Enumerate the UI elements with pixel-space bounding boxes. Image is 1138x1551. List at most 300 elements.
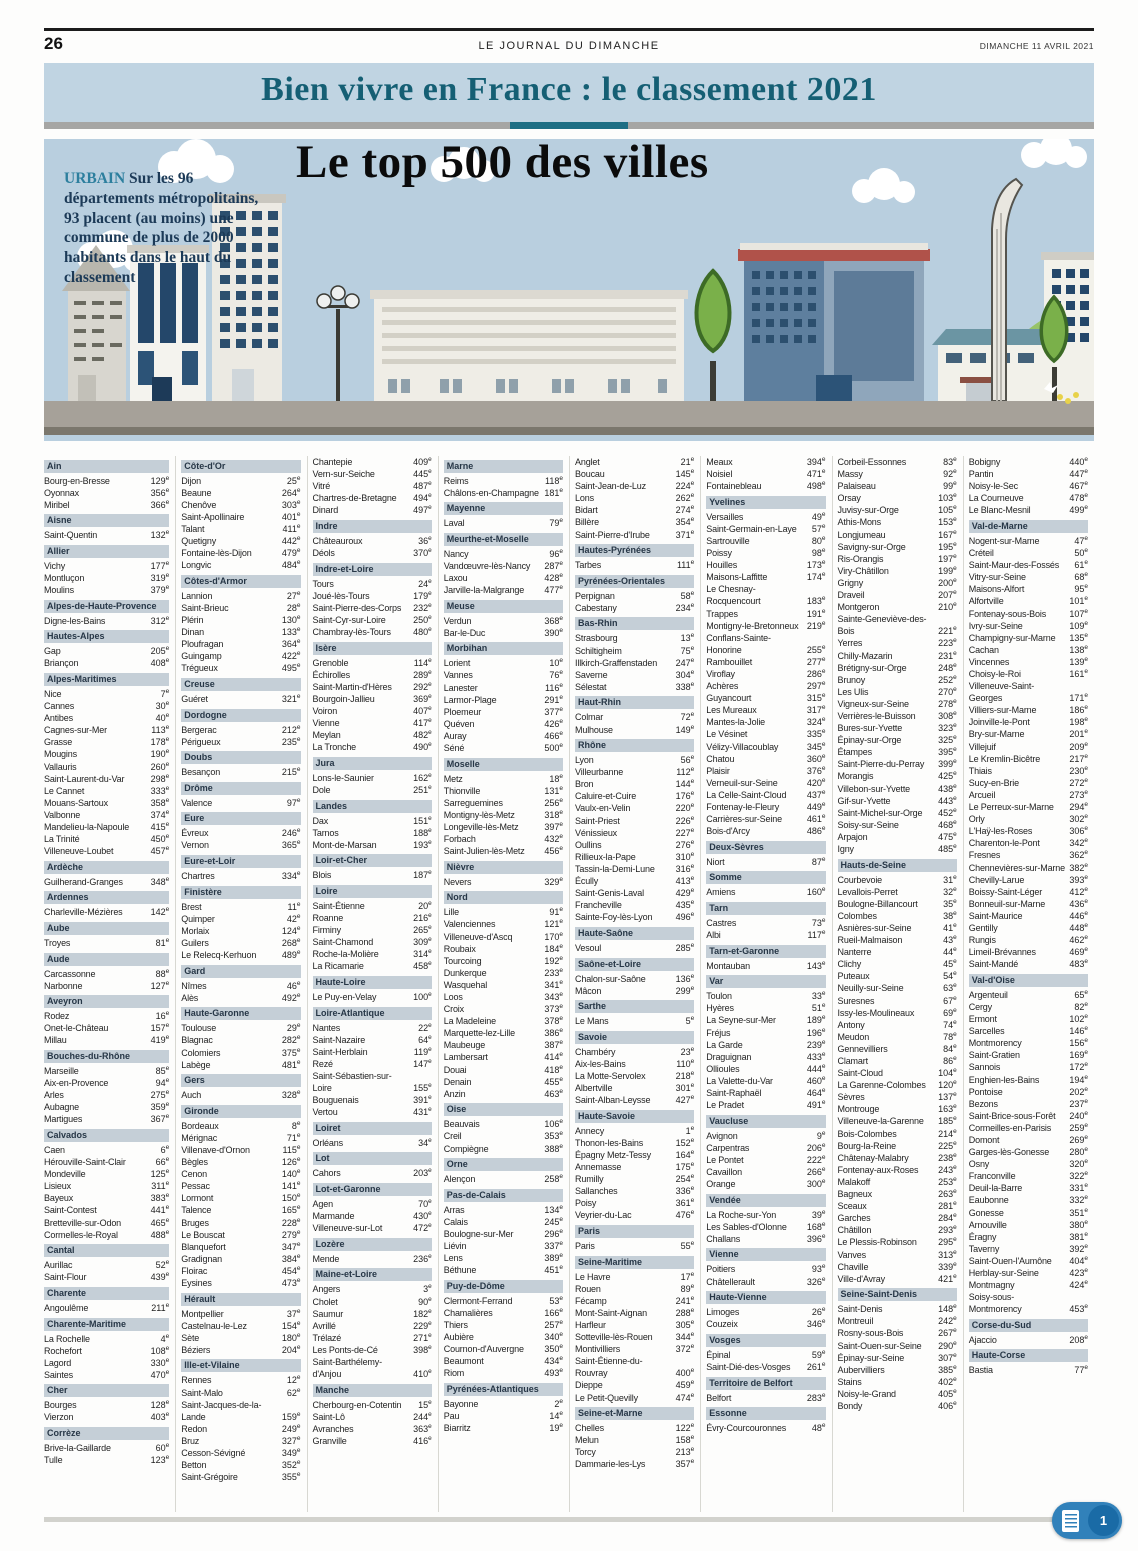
city-name: Nancy <box>443 548 469 559</box>
city-row <box>706 825 825 837</box>
city-name: Reims <box>443 475 469 486</box>
city-row <box>181 839 300 851</box>
city-rank: 384e <box>281 1252 301 1264</box>
city-name: Clamart <box>837 1056 868 1066</box>
city-name: Villeneuve-sur-Lot <box>312 1223 383 1234</box>
city-name: La Tronche <box>312 742 357 753</box>
city-row <box>575 1307 694 1319</box>
city-row <box>313 1435 432 1447</box>
city-row <box>969 765 1088 777</box>
city-rank: 246e <box>281 827 301 839</box>
city-rank: 444e <box>806 1062 826 1074</box>
city-rank: 251e <box>413 783 432 795</box>
city-rank: 169e <box>1069 1049 1088 1061</box>
city-rank: 311e <box>151 1180 170 1192</box>
city-name: Dole <box>312 784 331 795</box>
city-rank: 341e <box>544 978 563 990</box>
city-rank: 133e <box>281 626 301 638</box>
city-rank: 231e <box>938 649 957 661</box>
city-rank: 317e <box>806 704 826 716</box>
city-rank: 44e <box>943 946 957 958</box>
city-rank: 26e <box>811 1306 826 1318</box>
city-row <box>313 614 432 626</box>
city-name: Morangis <box>837 771 874 782</box>
reader-widget[interactable] <box>1052 1502 1122 1539</box>
city-rank: 149e <box>675 723 695 735</box>
city-name: Garges-lès-Gonesse <box>968 1147 1050 1158</box>
city-name: Guyancourt <box>706 693 752 704</box>
city-row <box>969 1146 1088 1158</box>
city-name: Saint-Barthélemy-d'Anjou <box>312 1356 382 1380</box>
department-header: Gard <box>181 965 300 978</box>
city-rank: 428e <box>544 571 563 583</box>
city-row <box>313 869 432 881</box>
city-rank: 371e <box>675 528 695 540</box>
city-row <box>706 856 825 868</box>
city-row <box>838 958 957 970</box>
city-rank: 210e <box>938 601 957 613</box>
city-name: Rungis <box>968 935 996 946</box>
city-rank: 283e <box>806 1391 826 1403</box>
city-name: Ploemeur <box>443 706 482 717</box>
city-name: Noisy-le-Sec <box>968 481 1018 492</box>
city-rank: 110e <box>676 1057 695 1069</box>
department-header: Aisne <box>44 514 169 527</box>
city-row <box>969 583 1088 595</box>
city-rank: 129e <box>150 474 170 486</box>
city-name: La Madeleine <box>443 1016 496 1027</box>
city-rank: 330e <box>150 1356 170 1368</box>
city-row <box>313 492 432 504</box>
city-name: Les Mureaux <box>706 705 757 716</box>
city-name: Francheville <box>575 900 622 911</box>
city-row <box>444 615 563 627</box>
city-row <box>313 960 432 972</box>
city-name: Montivilliers <box>575 1344 621 1355</box>
city-rank: 203e <box>413 1167 432 1179</box>
city-name: Courbevoie <box>837 874 883 885</box>
city-rank: 476e <box>675 1209 695 1221</box>
city-name: Cherbourg-en-Cotentin <box>312 1399 402 1410</box>
city-name: Le Pontet <box>706 1154 744 1165</box>
city-name: Fontainebleau <box>706 481 762 492</box>
city-name: Vern-sur-Seiche <box>312 469 375 480</box>
city-row <box>444 1027 563 1039</box>
city-row <box>706 668 825 680</box>
city-name: Corbeil-Essonnes <box>837 457 907 467</box>
department-header: Meuse <box>444 600 563 613</box>
city-row <box>181 475 300 487</box>
city-rank: 159e <box>281 1410 301 1422</box>
city-row <box>313 772 432 784</box>
city-rank: 356e <box>150 486 170 498</box>
city-rank: 168e <box>806 1220 826 1232</box>
city-row <box>838 1236 957 1248</box>
city-rank: 227e <box>675 826 695 838</box>
city-name: Saint-Lô <box>312 1411 345 1422</box>
city-row <box>575 1295 694 1307</box>
city-name: Saint-Gratien <box>968 1050 1020 1061</box>
city-rank: 84e <box>943 1042 957 1054</box>
city-rank: 276e <box>675 838 695 850</box>
city-rank: 307e <box>938 1351 957 1363</box>
city-row <box>575 985 694 997</box>
city-rank: 355e <box>281 1471 301 1483</box>
city-rank: 106e <box>544 1118 563 1130</box>
city-name: Mondeville <box>44 1169 86 1180</box>
city-rank: 48e <box>811 1422 826 1434</box>
city-row <box>575 1283 694 1295</box>
city-rank: 9e <box>816 1129 826 1141</box>
city-name: Vitry-sur-Seine <box>968 572 1026 583</box>
city-rank: 27e <box>286 589 301 601</box>
city-rank: 458e <box>413 960 432 972</box>
department-header: Lozère <box>313 1238 432 1251</box>
city-name: Auray <box>443 730 467 741</box>
city-row <box>313 504 432 516</box>
city-rank: 368e <box>544 614 563 626</box>
table-column-3 <box>307 456 438 1512</box>
city-rank: 391e <box>413 1094 432 1106</box>
city-row <box>706 929 825 941</box>
city-name: Domont <box>968 1134 1000 1145</box>
city-rank: 361e <box>675 1197 695 1209</box>
city-rank: 374e <box>150 808 170 820</box>
city-rank: 385e <box>938 1363 957 1375</box>
city-name: Le Cannet <box>44 785 85 796</box>
city-row <box>838 783 957 795</box>
city-name: Grenoble <box>312 657 349 668</box>
city-row <box>969 480 1088 492</box>
city-rank: 158e <box>675 1434 695 1446</box>
city-name: Verrières-le-Buisson <box>837 710 916 721</box>
city-name: Gif-sur-Yvette <box>837 795 891 806</box>
city-name: Bures-sur-Yvette <box>837 723 903 734</box>
city-row <box>444 1143 563 1155</box>
building <box>738 243 930 401</box>
city-row <box>44 487 169 499</box>
city-row <box>44 1089 169 1101</box>
city-rank: 178e <box>150 736 170 748</box>
city-name: Trégueux <box>181 663 218 674</box>
city-row <box>44 560 169 572</box>
city-row <box>575 657 694 669</box>
city-rank: 292e <box>413 680 432 692</box>
city-name: Yerres <box>837 638 863 649</box>
city-rank: 101e <box>1069 595 1088 607</box>
city-row <box>969 547 1088 559</box>
city-name: Cormelles-le-Royal <box>44 1229 118 1240</box>
city-rank: 496e <box>675 911 695 923</box>
city-rank: 369e <box>413 692 432 704</box>
city-name: Chatou <box>706 753 735 764</box>
city-rank: 411e <box>282 522 301 534</box>
city-row <box>575 480 694 492</box>
city-row <box>838 1019 957 1031</box>
city-name: Carrières-sur-Seine <box>706 814 782 825</box>
city-rank: 439e <box>150 1271 170 1283</box>
city-row <box>44 584 169 596</box>
city-name: Villeneuve-d'Ascq <box>443 931 513 942</box>
city-rank: 310e <box>675 850 695 862</box>
city-rank: 392e <box>1069 1242 1088 1254</box>
city-name: Cenon <box>181 1169 208 1180</box>
city-rank: 47e <box>1074 534 1088 546</box>
department-header: Bouches-du-Rhône <box>44 1050 169 1063</box>
city-name: Vierzon <box>44 1412 74 1423</box>
city-rank: 229e <box>413 1319 432 1331</box>
department-header: Vosges <box>706 1334 825 1347</box>
city-name: Sarreguemines <box>443 797 503 808</box>
city-rank: 166e <box>544 1306 563 1318</box>
city-rank: 141e <box>281 1180 301 1192</box>
city-row <box>969 989 1088 1001</box>
city-name: Béziers <box>181 1344 211 1355</box>
city-row <box>838 1067 957 1079</box>
city-name: Gennevilliers <box>837 1043 888 1054</box>
city-name: Asnières-sur-Seine <box>837 922 912 933</box>
city-name: Saint-Jacques-de-la-Lande <box>181 1399 262 1422</box>
city-rank: 140e <box>281 1168 301 1180</box>
city-rank: 62e <box>286 1386 301 1398</box>
city-row <box>313 1356 432 1380</box>
city-row <box>969 910 1088 922</box>
city-row <box>444 1367 563 1379</box>
city-rank: 15e <box>418 1398 432 1410</box>
department-header: Sarthe <box>575 1000 694 1013</box>
city-rank: 98e <box>811 547 826 559</box>
city-row <box>838 831 957 843</box>
city-name: Châlons-en-Champagne <box>443 487 539 498</box>
city-row <box>313 1332 432 1344</box>
city-name: Châteauroux <box>312 535 363 546</box>
city-row <box>706 1361 825 1373</box>
city-name: Sèvres <box>837 1092 865 1103</box>
city-rank: 211e <box>151 1301 170 1313</box>
city-row <box>313 590 432 602</box>
city-name: Épinal <box>706 1349 731 1360</box>
city-row <box>706 765 825 777</box>
city-row <box>181 1308 300 1320</box>
city-row <box>181 1241 300 1253</box>
city-rank: 245e <box>544 1215 563 1227</box>
city-rank: 190e <box>150 748 170 760</box>
city-name: Gap <box>44 646 61 657</box>
city-row <box>838 1212 957 1224</box>
city-rank: 347e <box>281 1240 301 1252</box>
city-rank: 359e <box>150 1101 170 1113</box>
city-rank: 414e <box>544 1051 563 1063</box>
city-rank: 176e <box>675 790 695 802</box>
city-name: Rodez <box>44 1011 70 1022</box>
city-row <box>706 535 825 547</box>
city-name: Saint-Quentin <box>44 530 98 541</box>
city-name: Rochefort <box>44 1345 82 1356</box>
city-rank: 410e <box>413 1368 432 1380</box>
city-rank: 57e <box>811 522 826 534</box>
city-rank: 40e <box>155 712 170 724</box>
city-rank: 114e <box>413 656 432 668</box>
city-row <box>313 693 432 705</box>
department-header: Moselle <box>444 758 563 771</box>
city-row <box>969 1255 1088 1267</box>
city-row <box>575 1446 694 1458</box>
city-rank: 164e <box>675 1148 695 1160</box>
city-rank: 321e <box>281 692 301 704</box>
city-name: Melun <box>575 1435 599 1446</box>
city-name: Lille <box>443 907 460 918</box>
city-rank: 365e <box>281 839 301 851</box>
city-name: Bretteville-sur-Odon <box>44 1217 122 1228</box>
city-name: Dammarie-les-Lys <box>575 1459 646 1470</box>
city-name: Soisy-sous-Montmorency <box>968 1292 1022 1315</box>
city-row <box>575 669 694 681</box>
city-rank: 16e <box>155 1010 170 1022</box>
city-rank: 380e <box>1069 1218 1088 1230</box>
city-name: Toulon <box>706 991 732 1002</box>
city-rank: 241e <box>675 1294 695 1306</box>
city-row <box>969 1110 1088 1122</box>
city-name: Igny <box>837 844 854 854</box>
city-name: Chelles <box>575 1423 604 1434</box>
city-rank: 468e <box>938 818 957 830</box>
city-rank: 493e <box>544 1367 563 1379</box>
city-name: Vénissieux <box>575 827 618 838</box>
city-name: Champigny-sur-Marne <box>968 632 1056 643</box>
city-name: Harfleur <box>575 1319 606 1330</box>
city-rank: 429e <box>675 887 695 899</box>
city-row <box>838 613 957 637</box>
city-rank: 248e <box>938 661 957 673</box>
department-header: Ardèche <box>44 861 169 874</box>
city-rank: 74e <box>943 1018 957 1030</box>
city-rank: 366e <box>150 498 170 510</box>
notification-badge[interactable]: 1 <box>1088 1505 1119 1536</box>
city-row <box>444 1088 563 1100</box>
city-row <box>44 1229 169 1241</box>
city-row <box>969 946 1088 958</box>
city-row <box>575 766 694 778</box>
city-name: Aurillac <box>44 1260 73 1271</box>
city-row <box>838 637 957 649</box>
city-name: Valenciennes <box>443 919 496 930</box>
city-row <box>838 1340 957 1352</box>
city-rank: 183e <box>806 595 826 607</box>
city-rank: 180e <box>281 1331 301 1343</box>
city-name: Malakoff <box>837 1176 871 1187</box>
city-rank: 35e <box>943 897 957 909</box>
city-rank: 157e <box>150 1022 170 1034</box>
city-row <box>44 1369 169 1381</box>
city-rank: 395e <box>938 746 957 758</box>
city-name: Tassin-la-Demi-Lune <box>575 863 655 874</box>
city-rank: 78e <box>943 1030 957 1042</box>
city-rank: 334e <box>281 870 301 882</box>
city-row <box>44 529 169 541</box>
city-row <box>969 1291 1088 1315</box>
city-name: Illkirch-Graffenstaden <box>575 657 658 668</box>
city-row <box>575 1173 694 1185</box>
city-name: Orange <box>706 1179 736 1190</box>
city-name: Mérignac <box>181 1132 218 1143</box>
city-rank: 454e <box>281 1264 301 1276</box>
city-rank: 271e <box>413 1331 432 1343</box>
city-name: Saint-Dié-des-Vosges <box>706 1361 791 1372</box>
intro-text: Sur les 96 départements métropolitains, 93 placent (au moins) une commune de plus de 2000 habitants dans le haut du classement <box>64 170 259 287</box>
department-header: Pyrénées-Orientales <box>575 575 694 588</box>
city-rank: 403e <box>150 1411 170 1423</box>
city-name: Quéven <box>443 718 475 729</box>
city-row <box>181 1204 300 1216</box>
city-row <box>838 662 957 674</box>
city-name: Saumur <box>312 1308 344 1319</box>
city-row <box>444 797 563 809</box>
city-name: La Garenne-Colombes <box>837 1080 926 1091</box>
department-header: Seine-et-Marne <box>575 1407 694 1420</box>
city-name: La Motte-Servolex <box>575 1070 646 1081</box>
city-rank: 247e <box>675 656 695 668</box>
city-row <box>706 632 825 656</box>
city-rank: 324e <box>806 716 826 728</box>
city-name: Villeneuve-Saint-Georges <box>968 681 1035 704</box>
city-row <box>181 1320 300 1332</box>
city-rank: 107e <box>1069 607 1088 619</box>
city-row <box>313 948 432 960</box>
department-header: Haute-Savoie <box>575 1110 694 1123</box>
city-name: Mont-Saint-Aignan <box>575 1307 647 1318</box>
city-rank: 328e <box>281 1089 301 1101</box>
city-name: Nevers <box>443 876 472 887</box>
city-row <box>44 1144 169 1156</box>
city-row <box>181 925 300 937</box>
city-name: Mont-de-Marsan <box>312 839 377 850</box>
city-row <box>838 1188 957 1200</box>
city-row <box>313 784 432 796</box>
city-name: Cabestany <box>575 602 617 613</box>
city-rank: 24e <box>418 577 432 589</box>
city-row <box>313 729 432 741</box>
city-rank: 117e <box>807 929 826 941</box>
city-row <box>706 468 825 480</box>
city-name: Nîmes <box>181 980 207 991</box>
city-name: Pau <box>443 1411 460 1422</box>
city-rank: 434e <box>544 1355 563 1367</box>
city-name: Beaune <box>181 487 212 498</box>
city-rank: 285e <box>675 941 695 953</box>
city-rank: 119e <box>413 1045 432 1057</box>
city-rank: 447e <box>1069 468 1088 480</box>
city-row <box>575 529 694 541</box>
city-name: Lorient <box>443 658 471 669</box>
city-rank: 331e <box>1069 1182 1088 1194</box>
department-header: Puy-de-Dôme <box>444 1280 563 1293</box>
city-rank: 279e <box>281 1228 301 1240</box>
city-rank: 185e <box>938 1115 957 1127</box>
city-rank: 163e <box>938 1103 957 1115</box>
city-name: Jarville-la-Malgrange <box>443 585 525 596</box>
city-rank: 309e <box>413 936 432 948</box>
department-header: Orne <box>444 1158 563 1171</box>
city-row <box>838 674 957 686</box>
city-rank: 463e <box>544 1087 563 1099</box>
city-row <box>313 1094 432 1106</box>
city-row <box>44 876 169 888</box>
city-name: Achères <box>706 681 739 692</box>
city-rank: 472e <box>413 1222 432 1234</box>
city-row <box>575 492 694 504</box>
city-name: Boucau <box>575 469 605 480</box>
city-row <box>181 949 300 961</box>
